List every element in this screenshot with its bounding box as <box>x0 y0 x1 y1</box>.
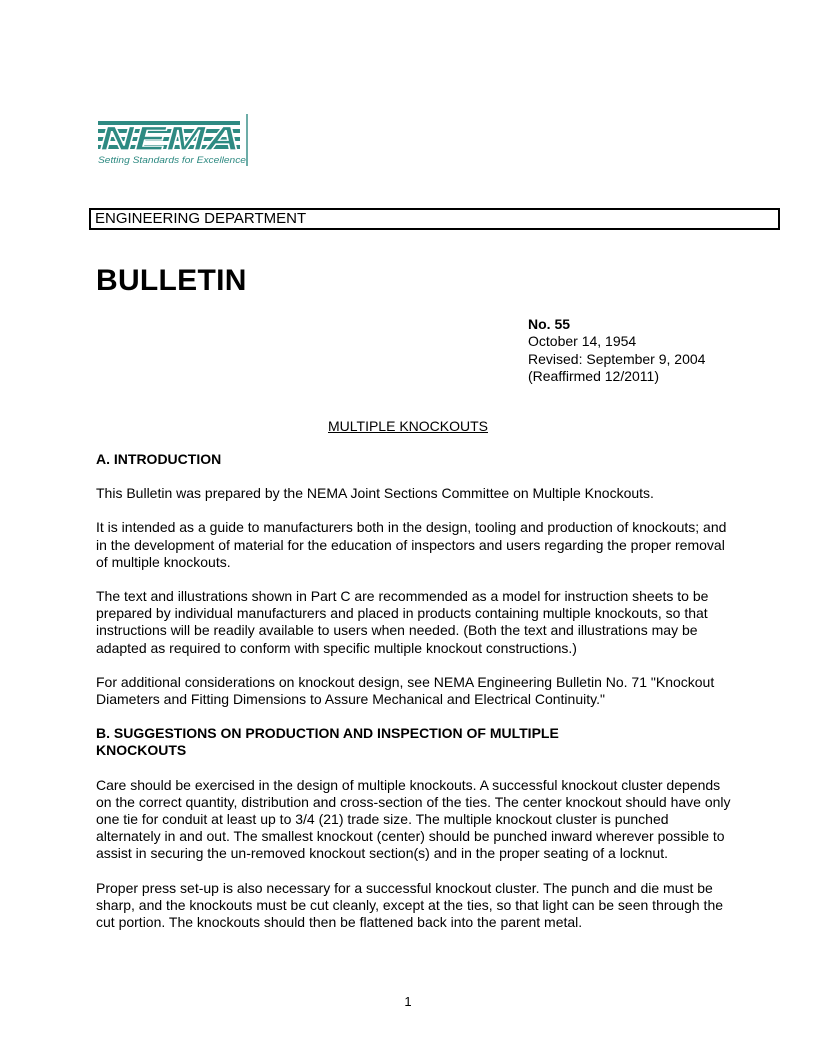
page-number: 1 <box>404 994 412 1009</box>
bulletin-reaffirmed: (Reaffirmed 12/2011) <box>528 368 659 385</box>
section-b-heading-line2: KNOCKOUTS <box>96 742 187 759</box>
department-label: ENGINEERING DEPARTMENT <box>95 210 307 227</box>
section-a-paragraph: It is intended as a guide to manufacturers both in the design, tooling and production of knockouts; and in the development of material for the education of inspectors and users regarding the proper removal of multiple knockouts. <box>96 519 727 570</box>
section-a-paragraph: For additional considerations on knockout design, see NEMA Engineering Bulletin No. 71 "Knockout Diameters and Fitting Dimensions to Assure Mechanical and Electrical Continuity." <box>96 673 715 708</box>
section-b-heading <box>96 725 736 759</box>
document-body <box>96 451 736 931</box>
document-title <box>0 418 816 435</box>
section-a-paragraph: The text and illustrations shown in Part C are recommended as a model for instruction sheets to be prepared by individual manufacturers and placed in products containing multiple knockouts, so that instructions will be readily available to users when needed. (Both the text and illustrations may be adapted as required to conform with specific multiple knockout constructions.) <box>96 588 709 656</box>
logo-tagline: Setting Standards for Excellence <box>98 155 246 166</box>
section-b-heading-line1: B. SUGGESTIONS ON PRODUCTION AND INSPECTION OF MULTIPLE <box>96 725 559 742</box>
logo-wordmark: NEMA <box>100 120 240 158</box>
document-title-text: MULTIPLE KNOCKOUTS <box>328 418 488 434</box>
section-b-paragraph: Care should be exercised in the design of multiple knockouts. A successful knockout cluster depends on the correct quantity, distribution and cross-section of the ties. The center knockout should have only one tie for conduit at least up to 3/4 (21) trade size. The multiple knockout cluster is punched alternately in and out. The smallest knockout (center) should be punched inward wherever possible to assist in securing the un-removed knockout section(s) and in the proper seating of a locknut. <box>96 776 731 862</box>
bulletin-number: No. 55 <box>528 316 571 332</box>
department-banner <box>89 208 780 230</box>
bulletin-date: October 14, 1954 <box>528 333 637 350</box>
section-b-paragraph: Proper press set-up is also necessary for a successful knockout cluster. The punch and die must be sharp, and the knockouts must be cut cleanly, except at the ties, so that light can be seen through the cut portion. The knockouts should then be flattened back into the parent metal. <box>96 879 724 931</box>
nema-logo-graphic <box>96 114 252 170</box>
section-a-heading: A. INTRODUCTION <box>96 451 222 467</box>
bulletin-meta <box>528 316 705 386</box>
bulletin-revised: Revised: September 9, 2004 <box>528 350 706 367</box>
bulletin-heading: BULLETIN <box>96 264 247 297</box>
nema-logo <box>96 114 252 170</box>
section-a-paragraph: This Bulletin was prepared by the NEMA Joint Sections Committee on Multiple Knockouts. <box>96 485 654 502</box>
